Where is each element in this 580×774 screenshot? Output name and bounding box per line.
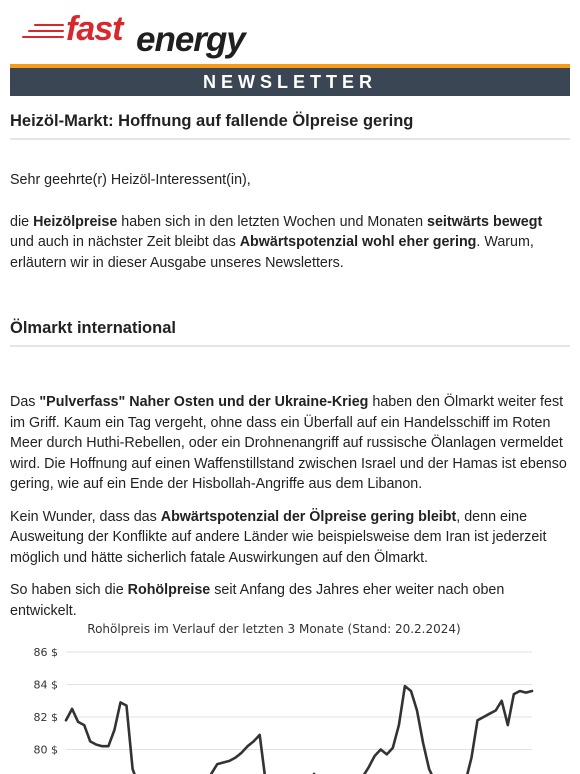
chart-canvas (10, 614, 570, 774)
section-title: Ölmarkt international (10, 319, 570, 347)
intro-text: die (10, 213, 34, 230)
intro-bold: seitwärts bewegt (427, 213, 543, 230)
chart-title: Rohölpreis im Verlauf der letzten 3 Monate (Stand: 20.2.2024) (87, 622, 461, 636)
chart-y-tick-label: 84 $ (33, 678, 58, 692)
paragraph-2 (10, 507, 570, 569)
intro-text: . Warum, erläutern wir in dieser Ausgabe unseres Newsletters. (10, 234, 534, 271)
logo-text-fast: fast (66, 10, 123, 48)
paragraph-bold: Rohölpreise (127, 582, 211, 598)
logo-speed-lines-icon (22, 24, 64, 42)
paragraph-text: So haben sich die (10, 582, 128, 598)
chart-y-tick-label: 86 $ (33, 646, 58, 659)
greeting: Sehr geehrte(r) Heizöl-Interessent(in), (10, 172, 251, 188)
paragraph-bold: "Pulverfass" Naher Osten und der Ukraine-Krieg (39, 394, 369, 410)
newsletter-banner-label: NEWSLETTER (203, 72, 377, 92)
intro-bold: Heizölpreise (33, 213, 118, 230)
fastenergy-logo[interactable] (22, 10, 312, 59)
chart-y-tick-label: 82 $ (33, 711, 58, 724)
paragraph-text: Kein Wunder, dass das (10, 508, 161, 525)
intro-text: haben sich in den letzten Wochen und Monaten (117, 213, 428, 230)
intro-paragraph (10, 212, 570, 274)
intro-bold: Abwärtspotenzial wohl eher gering (239, 234, 477, 250)
chart-y-tick-label: 80 $ (33, 743, 58, 757)
paragraph-1 (10, 392, 570, 495)
intro-text: und auch in nächster Zeit bleibt das (10, 234, 240, 250)
article-headline: Heizöl-Markt: Hoffnung auf fallende Ölpreise gering (10, 112, 570, 140)
logo-text-energy: energy (136, 20, 245, 59)
crude-oil-price-chart (10, 614, 570, 774)
paragraph-text: Das (10, 394, 40, 410)
paragraph-bold: Abwärtspotenzial der Ölpreise gering bleibt (160, 508, 457, 525)
article-body (10, 112, 570, 621)
newsletter-banner (10, 64, 570, 96)
paragraph-text: , denn eine Ausweitung der Konflikte auf andere Länder wie beispielsweise dem Iran ist jederzeit möglich und hätte sicherlich fatale Auswirkungen auf den Ölmarkt. (10, 508, 547, 566)
paragraph-text: haben den Ölmarkt weiter fest im Griff. Kaum ein Tag vergeht, ohne dass ein Überfall auf ein Handelsschiff im Roten Meer durch Huthi-Rebellen, oder ein Drohnenangriff auf russische Ölanlagen vermeldet wird. Die Hoffnung auf einen Waffenstillstand zwischen Israel und der Hamas ist ebenso gering, wie auf ein Ende der Hisbollah-Angriffe aus dem Libanon. (10, 394, 567, 492)
paragraph-text: seit Anfang des Jahres eher weiter nach oben entwickelt. (10, 582, 505, 619)
chart-series-line (66, 686, 532, 774)
